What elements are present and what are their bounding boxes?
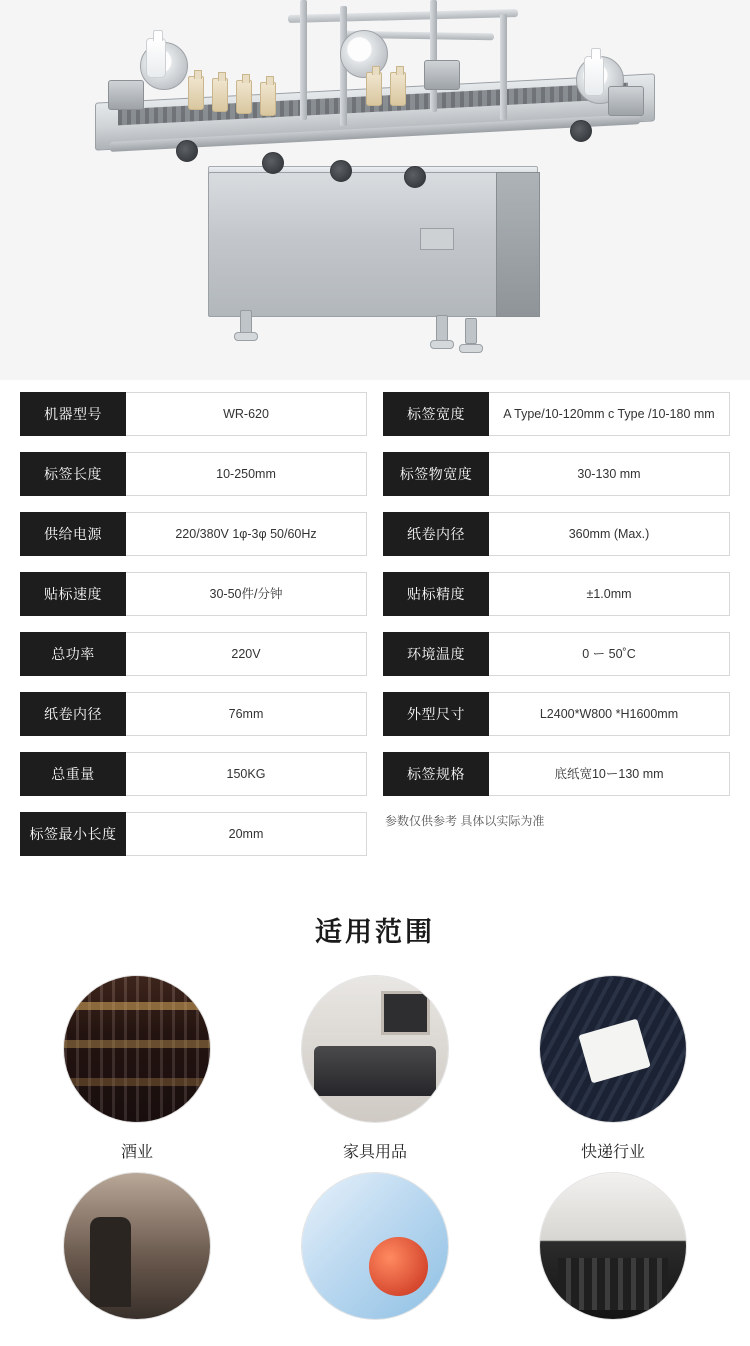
- spec-row: [383, 692, 730, 736]
- machine-cabinet: [208, 172, 538, 317]
- drive-motor: [108, 80, 144, 110]
- white-bottle: [146, 38, 166, 78]
- application-item[interactable]: [256, 975, 494, 1162]
- spec-key: 总重量: [20, 752, 126, 796]
- spec-value: 30-130 mm: [489, 452, 730, 496]
- bottle-on-belt: [236, 80, 252, 114]
- spec-column-left: [20, 392, 367, 872]
- spec-value: 20mm: [126, 812, 367, 856]
- spec-value: 150KG: [126, 752, 367, 796]
- spec-key: 环境温度: [383, 632, 489, 676]
- spec-column-right: [383, 392, 730, 872]
- furniture-living-room-photo: [302, 976, 448, 1122]
- drive-motor: [608, 86, 644, 116]
- application-item[interactable]: [256, 1172, 494, 1336]
- support-column: [430, 0, 437, 112]
- machine-foot-pad: [234, 332, 258, 341]
- application-image: [301, 1172, 449, 1320]
- spec-key: 标签长度: [20, 452, 126, 496]
- specification-table: [0, 380, 750, 876]
- spec-value: 76mm: [126, 692, 367, 736]
- label-reel: [340, 30, 388, 78]
- spec-value: WR-620: [126, 392, 367, 436]
- roller-wheel: [404, 166, 426, 188]
- application-image: [63, 975, 211, 1123]
- spec-row: [20, 512, 367, 556]
- spec-key: 外型尺寸: [383, 692, 489, 736]
- cross-beam-upper: [288, 9, 518, 23]
- spec-row: [20, 632, 367, 676]
- roller-wheel: [570, 120, 592, 142]
- application-image: [539, 975, 687, 1123]
- cosmetic-bottles-photo: [540, 1173, 686, 1319]
- spec-key: 纸卷内径: [383, 512, 489, 556]
- machine-foot-pad: [459, 344, 483, 353]
- roller-wheel: [262, 152, 284, 174]
- spec-row: [383, 572, 730, 616]
- machine-foot: [465, 318, 477, 344]
- spec-row: [20, 752, 367, 796]
- spec-row: [20, 572, 367, 616]
- spec-row: [20, 452, 367, 496]
- support-column: [300, 0, 307, 120]
- spec-value: 底纸宽10ー130 mm: [489, 752, 730, 796]
- spec-key: 纸卷内径: [20, 692, 126, 736]
- spec-value: 0 ー 50˚C: [489, 632, 730, 676]
- application-section-title: 适用范围: [315, 917, 435, 947]
- spec-value: L2400*W800 *H1600mm: [489, 692, 730, 736]
- application-label: 快递行业: [580, 1144, 645, 1161]
- liquor-shelf-photo: [64, 976, 210, 1122]
- application-image: [539, 1172, 687, 1320]
- spec-value: 220/380V 1φ-3φ 50/60Hz: [126, 512, 367, 556]
- spec-key: 贴标精度: [383, 572, 489, 616]
- application-label: 酒业: [120, 1144, 153, 1161]
- application-image: [63, 1172, 211, 1320]
- spec-value: A Type/10-120mm c Type /10-180 mm: [489, 392, 730, 436]
- spec-key: 标签宽度: [383, 392, 489, 436]
- spec-value: 30-50件/分钟: [126, 572, 367, 616]
- roller-wheel: [176, 140, 198, 162]
- spec-row: [383, 392, 730, 436]
- spec-note: 参数仅供参考 具体以实际为准: [385, 814, 545, 828]
- bottle-on-belt: [212, 78, 228, 112]
- support-column: [500, 14, 507, 120]
- spec-row: [20, 392, 367, 436]
- spec-key: 标签最小长度: [20, 812, 126, 856]
- application-image: [301, 975, 449, 1123]
- machine-foot: [436, 315, 448, 341]
- control-panel: [420, 228, 454, 250]
- application-grid: [0, 975, 750, 1346]
- daily-chemical-photo: [302, 1173, 448, 1319]
- machine-cabinet-side: [496, 172, 540, 317]
- application-item[interactable]: [18, 1172, 256, 1336]
- labeling-machine-illustration: [0, 0, 750, 380]
- spec-row: [383, 752, 730, 796]
- roller-wheel: [330, 160, 352, 182]
- spec-row: [383, 632, 730, 676]
- spec-key: 标签规格: [383, 752, 489, 796]
- application-item[interactable]: [494, 975, 732, 1162]
- application-item[interactable]: [494, 1172, 732, 1336]
- bottle-on-belt: [260, 82, 276, 116]
- spec-value: ±1.0mm: [489, 572, 730, 616]
- retail-store-photo: [64, 1173, 210, 1319]
- spec-key: 供给电源: [20, 512, 126, 556]
- spec-key: 机器型号: [20, 392, 126, 436]
- spec-row: [20, 812, 367, 856]
- express-parcel-label-photo: [540, 976, 686, 1122]
- product-hero-image: [0, 0, 750, 380]
- bottle-on-belt: [390, 72, 406, 106]
- spec-key: 总功率: [20, 632, 126, 676]
- spec-key: 贴标速度: [20, 572, 126, 616]
- drive-motor: [424, 60, 460, 90]
- application-label: 家具用品: [342, 1144, 407, 1161]
- spec-value: 220V: [126, 632, 367, 676]
- spec-key: 标签物宽度: [383, 452, 489, 496]
- spec-value: 10-250mm: [126, 452, 367, 496]
- spec-row: [20, 692, 367, 736]
- spec-row: [383, 512, 730, 556]
- bottle-on-belt: [188, 76, 204, 110]
- bottle-on-belt: [366, 72, 382, 106]
- machine-foot-pad: [430, 340, 454, 349]
- spec-value: 360mm (Max.): [489, 512, 730, 556]
- white-bottle: [584, 56, 604, 96]
- application-item[interactable]: [18, 975, 256, 1162]
- spec-row: [383, 452, 730, 496]
